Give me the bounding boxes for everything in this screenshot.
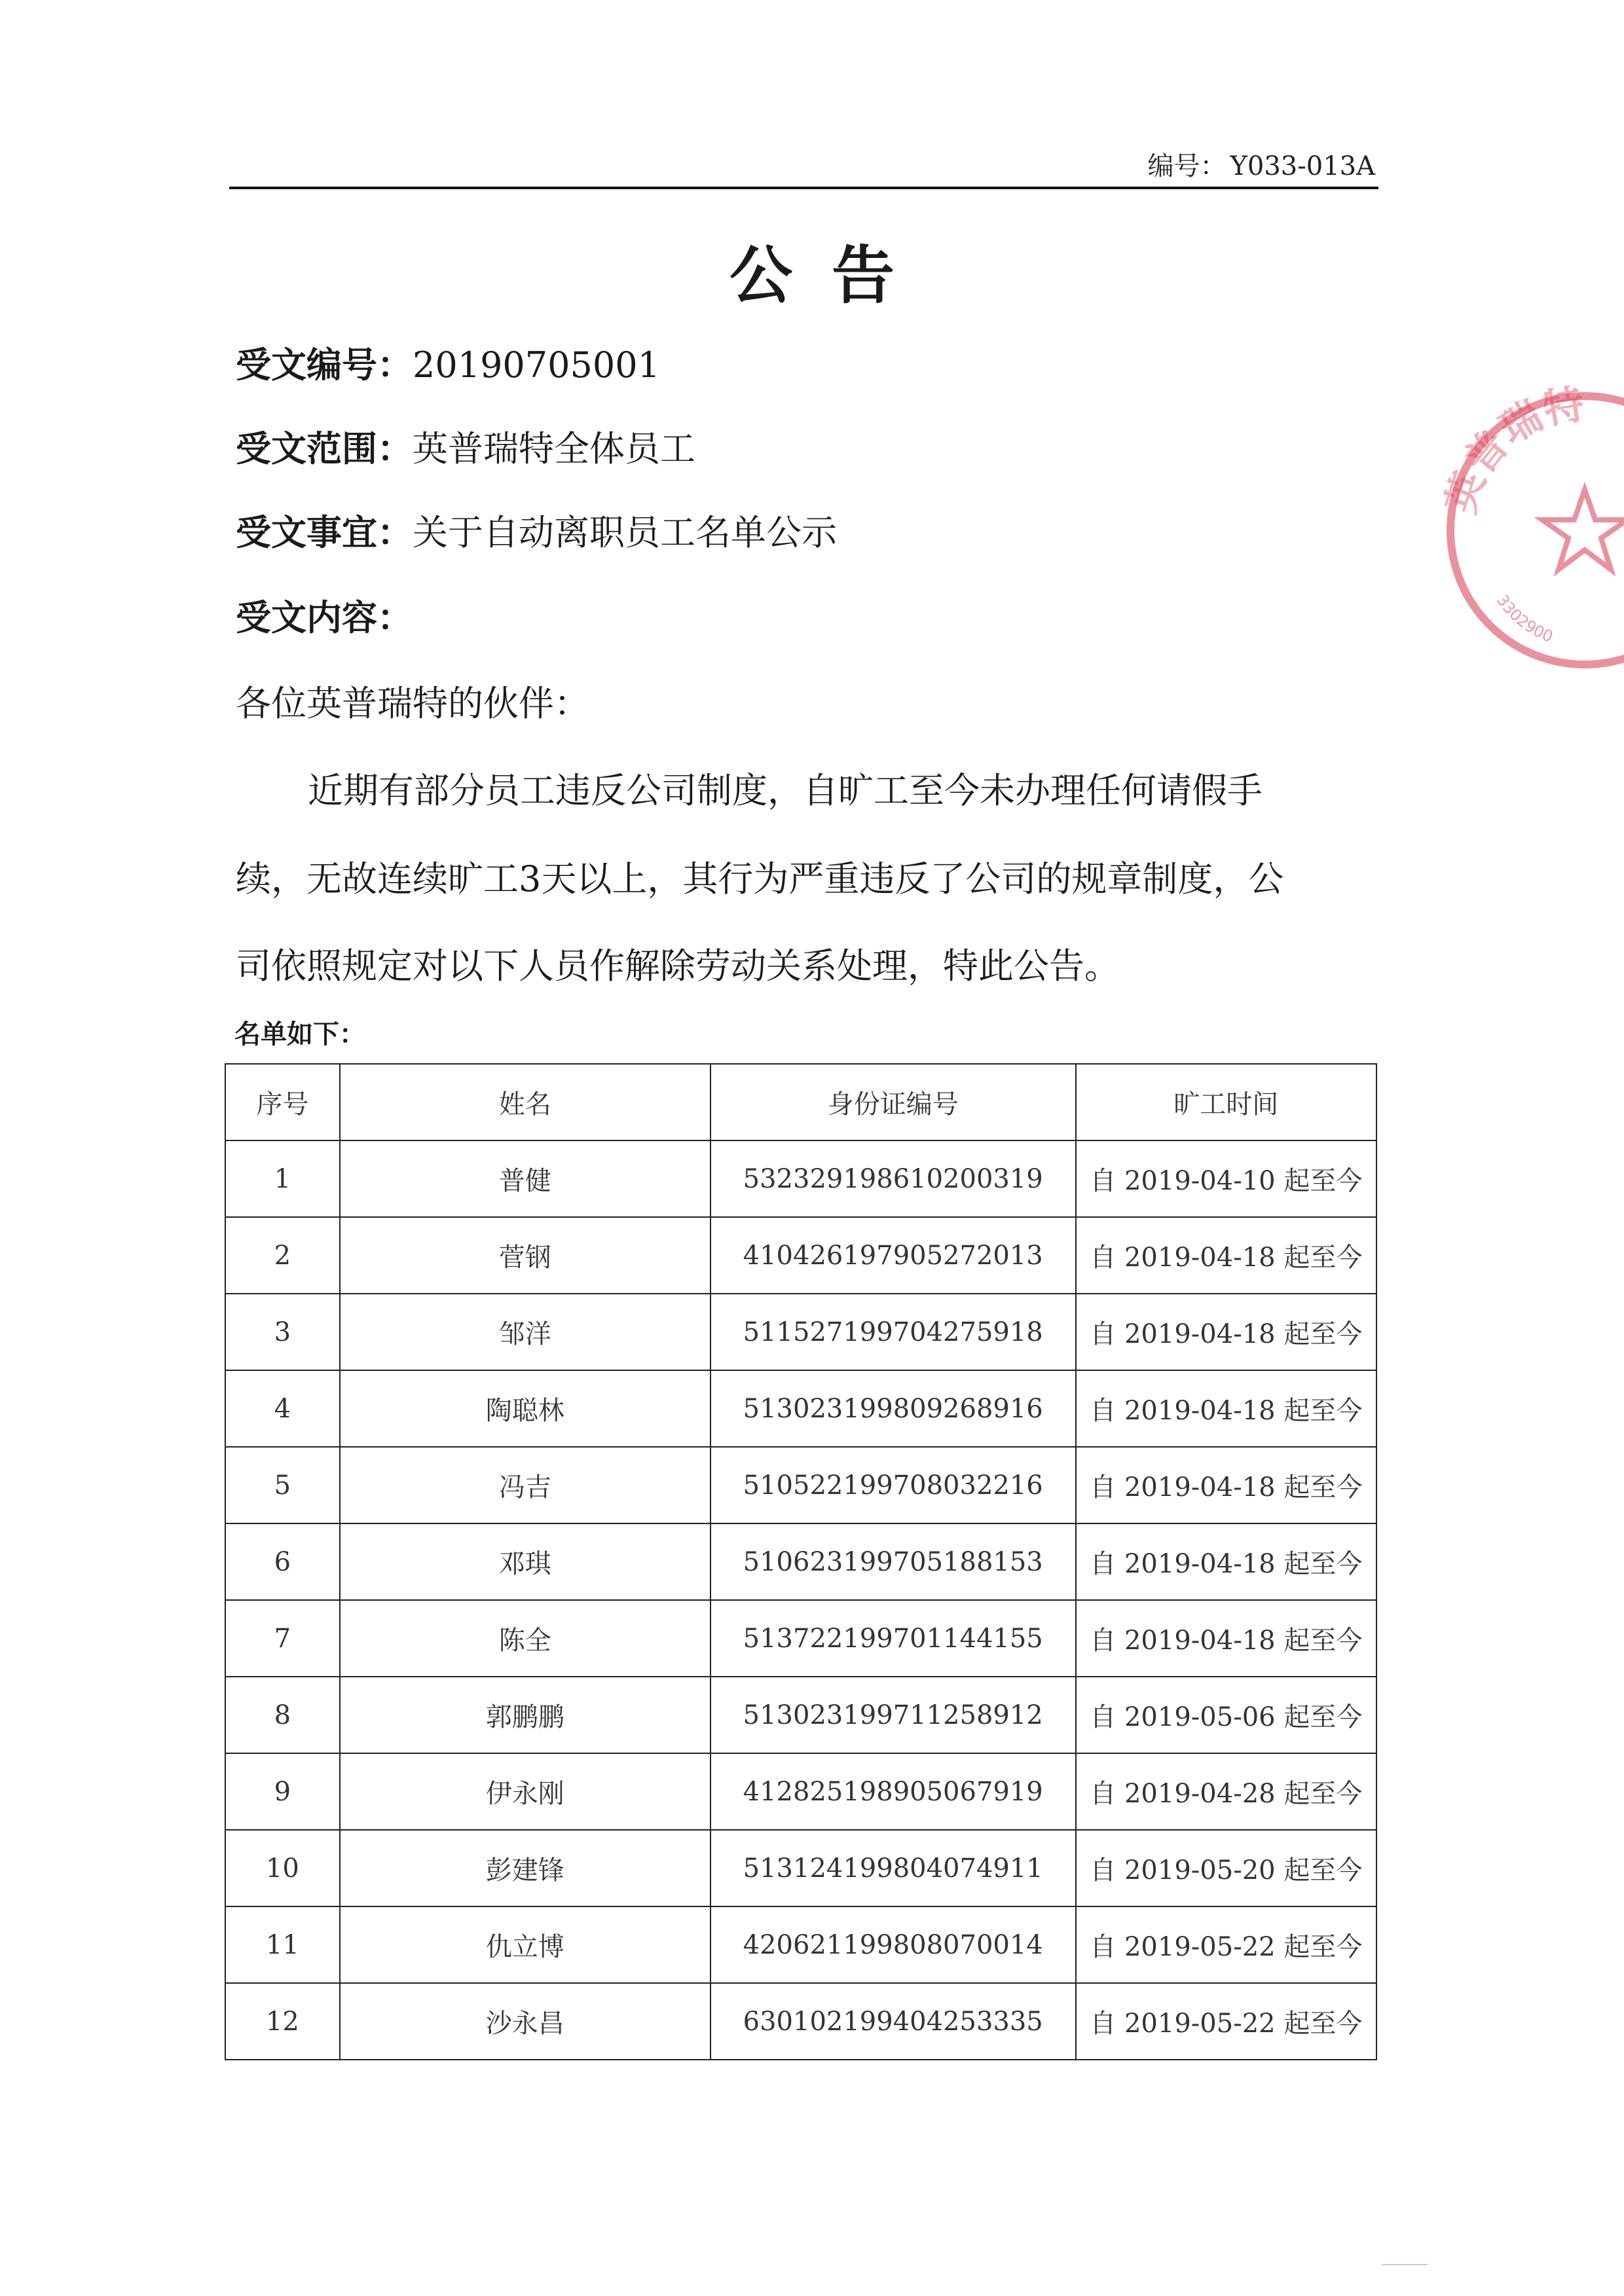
cell-absence-time: 自 2019-04-18 起至今 <box>1076 1370 1376 1447</box>
table-row <box>225 1983 1376 2060</box>
cell-absence-time: 自 2019-04-10 起至今 <box>1076 1140 1376 1217</box>
cell-name: 仇立博 <box>340 1906 710 1983</box>
cell-id-number: 513722199701144155 <box>710 1600 1076 1677</box>
document-number-label: 编号： <box>1147 151 1227 181</box>
cell-id-number: 630102199404253335 <box>710 1983 1076 2060</box>
cell-name: 郭鹏鹏 <box>340 1677 710 1753</box>
cell-absence-time: 自 2019-05-22 起至今 <box>1076 1983 1376 2060</box>
company-seal-icon <box>1434 380 1624 681</box>
dismissal-table <box>225 1063 1377 2060</box>
field-value: 关于自动离职员工名单公示 <box>413 512 837 553</box>
body-line: 司依照规定对以下人员作解除劳动关系处理，特此公告。 <box>236 945 1120 987</box>
document-number-value: Y033-013A <box>1230 151 1375 181</box>
header-id-number: 身份证编号 <box>710 1064 1076 1140</box>
field-label: 受文范围： <box>236 428 413 469</box>
table-row <box>225 1370 1376 1447</box>
table-row <box>225 1906 1376 1983</box>
document-number <box>1147 145 1375 183</box>
field-value: 20190705001 <box>413 344 660 386</box>
cell-name: 陶聪林 <box>340 1370 710 1447</box>
cell-absence-time: 自 2019-05-20 起至今 <box>1076 1830 1376 1906</box>
body-line: 近期有部分员工违反公司制度，自旷工至今未办理任何请假手 <box>308 770 1263 811</box>
table-row <box>225 1830 1376 1906</box>
field-receipt-number <box>236 337 660 388</box>
table-row <box>225 1753 1376 1830</box>
cell-absence-time: 自 2019-04-18 起至今 <box>1076 1523 1376 1600</box>
cell-index: 4 <box>225 1370 340 1447</box>
field-label: 受文编号： <box>236 344 413 386</box>
cell-name: 沙永昌 <box>340 1983 710 2060</box>
table-header-row <box>225 1064 1376 1140</box>
cell-name: 普健 <box>340 1140 710 1217</box>
cell-name: 菅钢 <box>340 1217 710 1294</box>
page-edge-mark <box>1382 2264 1428 2272</box>
cell-id-number: 420621199808070014 <box>710 1906 1076 1983</box>
cell-id-number: 410426197905272013 <box>710 1217 1076 1294</box>
table-row <box>225 1600 1376 1677</box>
cell-index: 11 <box>225 1906 340 1983</box>
cell-name: 陈全 <box>340 1600 710 1677</box>
cell-index: 1 <box>225 1140 340 1217</box>
list-label: 名单如下： <box>234 1019 365 1049</box>
table-row <box>225 1447 1376 1523</box>
header-rule <box>229 187 1378 189</box>
seal-number: 3302900 <box>1492 591 1556 646</box>
cell-id-number: 510623199705188153 <box>710 1523 1076 1600</box>
field-content <box>236 590 413 640</box>
cell-id-number: 513023199711258912 <box>710 1677 1076 1753</box>
header-name: 姓名 <box>340 1064 710 1140</box>
cell-id-number: 532329198610200319 <box>710 1140 1076 1217</box>
table-row <box>225 1294 1376 1370</box>
page-title: 公告 <box>729 239 934 312</box>
cell-absence-time: 自 2019-05-06 起至今 <box>1076 1677 1376 1753</box>
cell-name: 伊永刚 <box>340 1753 710 1830</box>
cell-index: 6 <box>225 1523 340 1600</box>
cell-index: 10 <box>225 1830 340 1906</box>
cell-name: 冯吉 <box>340 1447 710 1523</box>
cell-index: 7 <box>225 1600 340 1677</box>
field-subject <box>236 505 837 555</box>
cell-absence-time: 自 2019-05-22 起至今 <box>1076 1906 1376 1983</box>
cell-index: 5 <box>225 1447 340 1523</box>
cell-id-number: 510522199708032216 <box>710 1447 1076 1523</box>
cell-name: 邓琪 <box>340 1523 710 1600</box>
body-line: 续，无故连续旷工3天以上，其行为严重违反了公司的规章制度，公 <box>236 858 1284 900</box>
table-row <box>225 1140 1376 1217</box>
header-index: 序号 <box>225 1064 340 1140</box>
svg-text:英普瑞特 <box>1436 380 1587 519</box>
cell-index: 12 <box>225 1983 340 2060</box>
field-value: 英普瑞特全体员工 <box>413 428 695 469</box>
cell-index: 2 <box>225 1217 340 1294</box>
cell-index: 8 <box>225 1677 340 1753</box>
header-absence-time: 旷工时间 <box>1076 1064 1376 1140</box>
cell-index: 9 <box>225 1753 340 1830</box>
cell-id-number: 511527199704275918 <box>710 1294 1076 1370</box>
greeting: 各位英普瑞特的伙伴： <box>236 683 589 724</box>
table-row <box>225 1523 1376 1600</box>
cell-absence-time: 自 2019-04-28 起至今 <box>1076 1753 1376 1830</box>
svg-text:3302900 <box>1493 591 1556 646</box>
table-row <box>225 1217 1376 1294</box>
field-scope <box>236 421 695 471</box>
field-label: 受文内容： <box>236 597 413 638</box>
field-label: 受文事宜： <box>236 512 413 553</box>
cell-absence-time: 自 2019-04-18 起至今 <box>1076 1294 1376 1370</box>
seal-text: 英普瑞特 <box>1436 380 1588 519</box>
cell-absence-time: 自 2019-04-18 起至今 <box>1076 1600 1376 1677</box>
table-row <box>225 1677 1376 1753</box>
cell-id-number: 513124199804074911 <box>710 1830 1076 1906</box>
cell-absence-time: 自 2019-04-18 起至今 <box>1076 1217 1376 1294</box>
seal-star-icon <box>1542 490 1624 570</box>
cell-name: 彭建锋 <box>340 1830 710 1906</box>
cell-id-number: 513023199809268916 <box>710 1370 1076 1447</box>
cell-id-number: 412825198905067919 <box>710 1753 1076 1830</box>
cell-absence-time: 自 2019-04-18 起至今 <box>1076 1447 1376 1523</box>
cell-name: 邹洋 <box>340 1294 710 1370</box>
cell-index: 3 <box>225 1294 340 1370</box>
